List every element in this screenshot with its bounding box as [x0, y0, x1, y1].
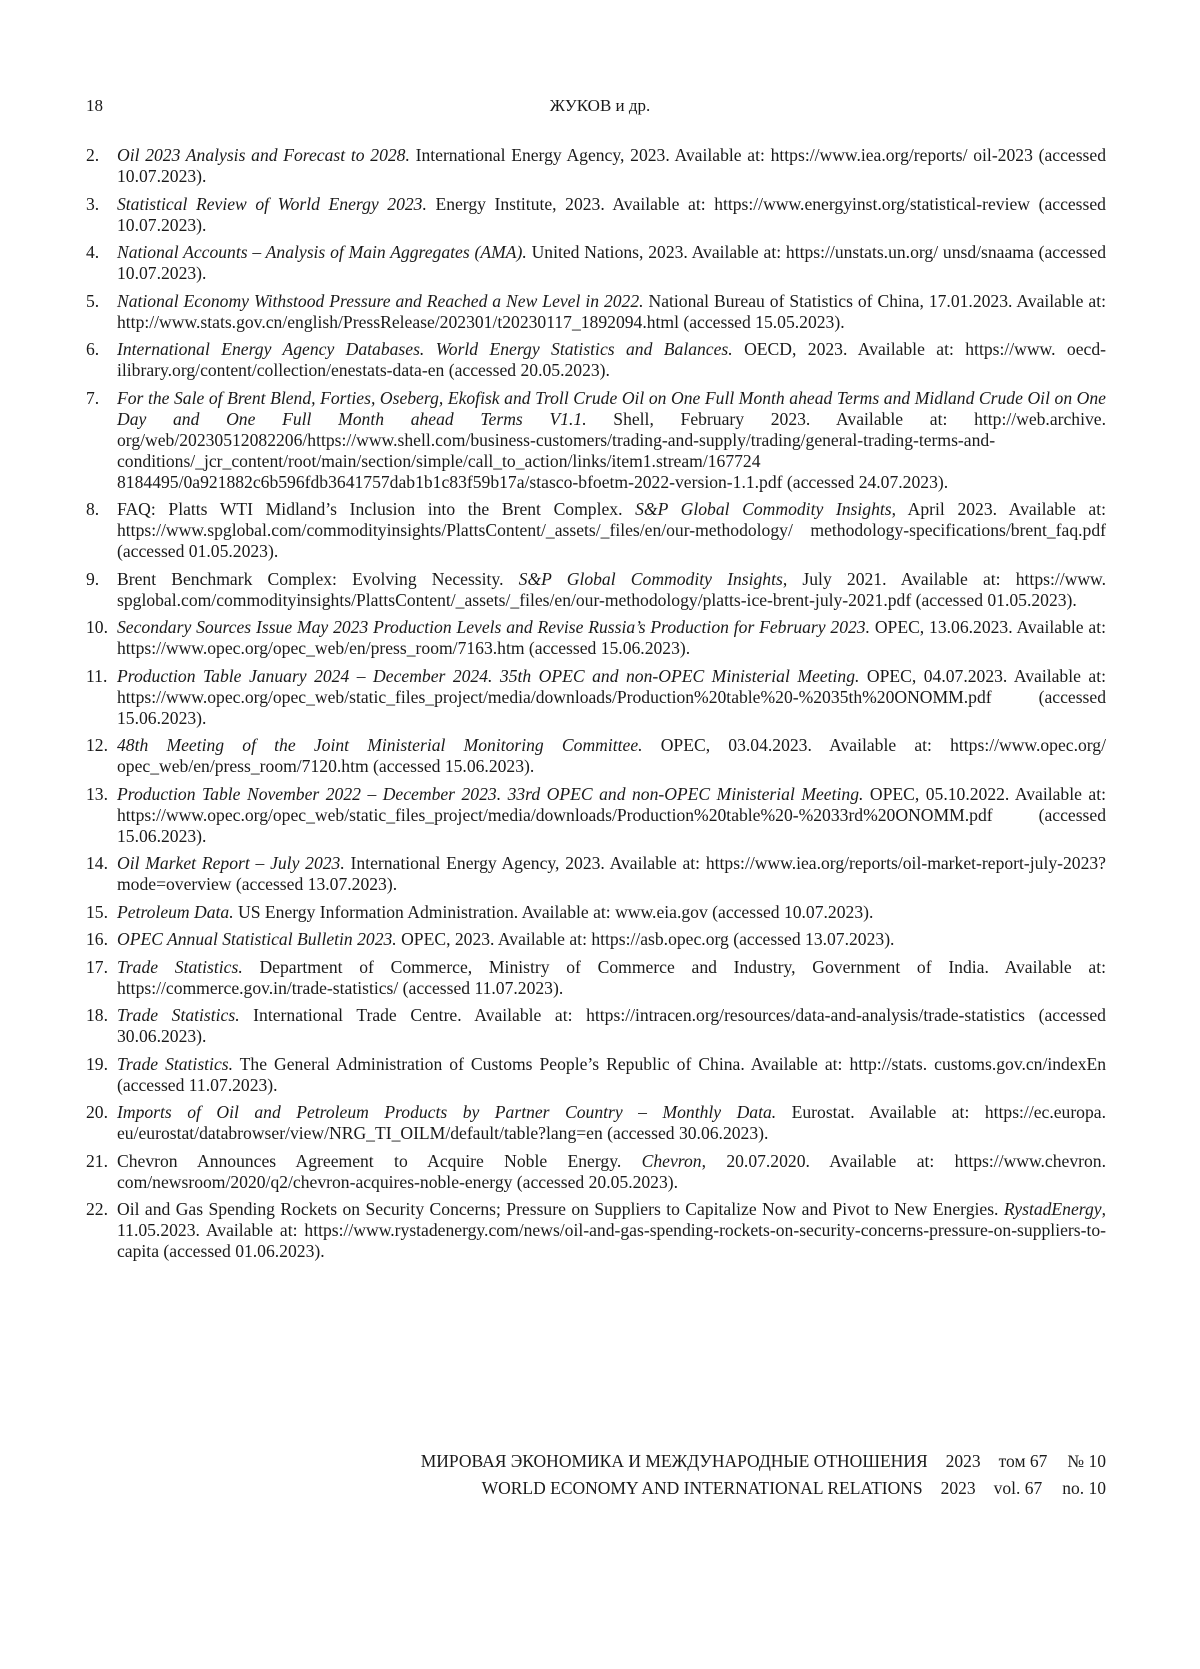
reference-list: [86, 145, 1106, 1269]
reference-item: [86, 569, 1106, 611]
reference-number: 9.: [86, 568, 100, 589]
reference-text-run: Oil and Gas Spending Rockets on Security Concerns; Pressure on Suppliers to Capitalize Now and Pivot to New Energies.: [117, 1199, 1004, 1219]
reference-item: [86, 784, 1106, 847]
reference-item: [86, 242, 1106, 284]
reference-item: [86, 853, 1106, 895]
reference-item: [86, 957, 1106, 999]
reference-text: [117, 194, 1106, 236]
reference-text-run: Shell, February 2023. Available at: http://web.archive. org/web/20230512082206/https://www.shell.com/business-customers/trading-and-supply/trading/general-trading-terms-and-conditions/_jcr_content/root/main/section/simple/call_to_action/links/item1.stream/167724 8184495/0a921882c6b596fdb3641757dab1b1c83f59b17a/stasco-bfoetm-2022-version-1.1.pdf (accessed 24.07.2023).: [117, 408, 1106, 492]
reference-number: 10.: [86, 617, 108, 637]
reference-number: 22.: [86, 1199, 108, 1219]
reference-item: [86, 1199, 1106, 1262]
reference-text-run: International Trade Centre. Available at: https://intracen.org/resources/data-and-analysis/trade-statistics (accessed 30.06.2023).: [117, 1005, 1106, 1046]
reference-number: 6.: [86, 339, 100, 359]
reference-text-run: Eurostat. Available at: https://ec.europa. eu/eurostat/databrowser/view/NRG_TI_OILM/default/table?lang=en (accessed 30.06.2023).: [117, 1102, 1106, 1143]
footer-journal-en: [482, 1478, 1106, 1499]
reference-text-run: , July 2021. Available at: https://www. spglobal.com/commodityinsights/PlattsContent/_assets/_files/en/our-methodology/platts-ice-brent-july-2021.pdf (accessed 01.05.2023).: [117, 568, 1106, 610]
reference-text: [117, 784, 1106, 847]
reference-item: [86, 388, 1106, 493]
footer-year-ru: 2023: [945, 1451, 981, 1471]
reference-number: 3.: [86, 193, 100, 214]
reference-item: [86, 145, 1106, 187]
reference-title-italic: 48th Meeting of the Joint Ministerial Monitoring Committee.: [117, 735, 643, 755]
reference-title-italic: National Economy Withstood Pressure and Reached a New Level in 2022.: [117, 290, 644, 311]
reference-text-run: OECD, 2023. Available at: https://www. oecd-ilibrary.org/content/collection/enestats-data-en (accessed 20.05.2023).: [117, 339, 1106, 380]
reference-text: [117, 145, 1106, 187]
reference-item: [86, 929, 1106, 950]
reference-number: 16.: [86, 929, 108, 949]
reference-text: [117, 929, 1106, 950]
reference-item: [86, 902, 1106, 923]
reference-number: 13.: [86, 783, 108, 804]
reference-number: 5.: [86, 290, 100, 311]
footer-issue-ru: № 10: [1067, 1451, 1106, 1471]
reference-item: [86, 499, 1106, 562]
reference-text: [117, 242, 1106, 284]
reference-title-italic: Production Table November 2022 – December 2023. 33rd OPEC and non-OPEC Ministerial Meeting.: [117, 783, 864, 804]
footer-journal-title-ru: МИРОВАЯ ЭКОНОМИКА И МЕЖДУНАРОДНЫЕ ОТНОШЕНИЯ: [420, 1451, 928, 1471]
reference-number: 8.: [86, 499, 100, 519]
reference-number: 21.: [86, 1150, 108, 1171]
reference-text: [117, 617, 1106, 659]
reference-text: [117, 291, 1106, 333]
reference-text: [117, 1199, 1106, 1262]
footer-year-en: 2023: [940, 1478, 976, 1498]
footer-journal-ru: [421, 1451, 1106, 1472]
reference-title-italic: Oil Market Report – July 2023.: [117, 853, 345, 873]
reference-number: 12.: [86, 735, 108, 755]
reference-number: 20.: [86, 1102, 108, 1122]
footer-issue-en: no. 10: [1062, 1478, 1106, 1498]
reference-number: 19.: [86, 1053, 108, 1074]
page-number: 18: [86, 96, 103, 115]
reference-title-italic: National Accounts – Analysis of Main Aggregates (AMA).: [117, 242, 527, 262]
reference-text-run: , April 2023. Available at: https://www.spglobal.com/commodityinsights/PlattsContent/_assets/_files/en/our-methodology/ methodology-specifications/brent_faq.pdf (accessed 01.05.2023).: [117, 499, 1106, 561]
reference-text-run: OPEC, 13.06.2023. Available at: https://www.opec.org/opec_web/en/press_room/7163.htm (accessed 15.06.2023).: [117, 617, 1106, 658]
reference-item: [86, 1102, 1106, 1144]
reference-number: 17.: [86, 956, 108, 977]
reference-item: [86, 666, 1106, 729]
reference-text: [117, 957, 1106, 999]
reference-item: [86, 1151, 1106, 1193]
reference-title-italic: S&P Global Commodity Insights: [635, 499, 892, 519]
reference-title-italic: Trade Statistics.: [117, 1053, 233, 1074]
reference-text-run: US Energy Information Administration. Available at: www.eia.gov (accessed 10.07.2023).: [233, 901, 874, 922]
reference-number: 11.: [86, 665, 108, 686]
reference-text-run: Department of Commerce, Ministry of Commerce and Industry, Government of India. Available at: https://commerce.gov.in/trade-statistics/ (accessed 11.07.2023).: [117, 956, 1107, 998]
reference-title-italic: International Energy Agency Databases. World Energy Statistics and Balances.: [117, 339, 733, 359]
reference-number: 15.: [86, 901, 108, 922]
reference-title-italic: S&P Global Commodity Insights: [518, 568, 783, 589]
running-head: ЖУКОВ и др.: [549, 96, 651, 115]
reference-text-run: FAQ: Platts WTI Midland’s Inclusion into the Brent Complex.: [117, 499, 636, 519]
reference-text: [117, 499, 1106, 562]
reference-number: 7.: [86, 387, 100, 408]
reference-item: [86, 339, 1106, 381]
reference-title-italic: Petroleum Data.: [117, 901, 234, 922]
reference-title-italic: Oil 2023 Analysis and Forecast to 2028.: [117, 145, 410, 165]
reference-item: [86, 1054, 1106, 1096]
reference-title-italic: Imports of Oil and Petroleum Products by Partner Country – Monthly Data.: [117, 1102, 777, 1122]
reference-item: [86, 1005, 1106, 1047]
reference-title-italic: Production Table January 2024 – December 2024. 35th OPEC and non-OPEC Ministerial Meeting.: [117, 665, 860, 686]
reference-text: [117, 1151, 1106, 1193]
reference-number: 14.: [86, 853, 108, 873]
reference-title-italic: Chevron: [641, 1150, 702, 1171]
reference-title-italic: Secondary Sources Issue May 2023 Production Levels and Revise Russia’s Production for February 2023.: [117, 617, 870, 637]
reference-text-run: OPEC, 04.07.2023. Available at: https://www.opec.org/opec_web/static_files_project/media/downloads/Production%20table%20-%2035th%20ONOMM.pdf (accessed 15.06.2023).: [117, 665, 1106, 728]
reference-text: [117, 1005, 1106, 1047]
reference-title-italic: RystadEnergy: [1003, 1199, 1102, 1219]
reference-item: [86, 617, 1106, 659]
reference-title-italic: For the Sale of Brent Blend, Forties, Oseberg, Ekofisk and Troll Crude Oil on One Full Month ahead Terms and Midland Crude Oil on One Day and One Full Month ahead Terms V1.1.: [117, 387, 1106, 429]
reference-title-italic: OPEC Annual Statistical Bulletin 2023.: [117, 929, 397, 949]
reference-text-run: International Energy Agency, 2023. Available at: https://www.iea.org/reports/ oil-2023 (accessed 10.07.2023).: [117, 145, 1106, 186]
reference-number: 2.: [86, 145, 100, 165]
reference-text-run: Energy Institute, 2023. Available at: https://www.energyinst.org/statistical-review (accessed 10.07.2023).: [117, 193, 1106, 235]
reference-text: [117, 569, 1106, 611]
reference-title-italic: Trade Statistics.: [117, 956, 243, 977]
reference-text-run: Brent Benchmark Complex: Evolving Necessity.: [117, 568, 519, 589]
reference-text-run: International Energy Agency, 2023. Available at: https://www.iea.org/reports/oil-market-report-july-2023?mode=overview (accessed 13.07.2023).: [117, 853, 1106, 894]
reference-text-run: Chevron Announces Agreement to Acquire Noble Energy.: [117, 1150, 642, 1171]
reference-text: [117, 666, 1106, 729]
reference-text-run: , 11.05.2023. Available at: https://www.rystadenergy.com/news/oil-and-gas-spending-rockets-on-security-concerns-pressure-on-suppliers-to-capita (accessed 01.06.2023).: [117, 1199, 1106, 1261]
reference-text: [117, 339, 1106, 381]
reference-number: 4.: [86, 242, 100, 262]
reference-number: 18.: [86, 1005, 108, 1025]
reference-item: [86, 735, 1106, 777]
reference-item: [86, 194, 1106, 236]
reference-text: [117, 735, 1106, 777]
reference-text-run: OPEC, 05.10.2022. Available at: https://www.opec.org/opec_web/static_files_project/media/downloads/Production%20table%20-%2033rd%20ONOMM.pdf (accessed 15.06.2023).: [117, 783, 1107, 846]
reference-text-run: , 20.07.2020. Available at: https://www.chevron. com/newsroom/2020/q2/chevron-acquires-noble-energy (accessed 20.05.2023).: [117, 1150, 1106, 1192]
reference-text: [117, 1054, 1106, 1096]
reference-item: [86, 291, 1106, 333]
reference-text: [117, 388, 1106, 493]
reference-text: [117, 902, 1106, 923]
reference-text-run: United Nations, 2023. Available at: https://unstats.un.org/ unsd/snaama (accessed 10.07.2023).: [117, 242, 1106, 283]
reference-text-run: National Bureau of Statistics of China, 17.01.2023. Available at: http://www.stats.gov.cn/english/PressRelease/202301/t20230117_1892094.html (accessed 15.05.2023).: [117, 290, 1106, 332]
reference-text-run: OPEC, 03.04.2023. Available at: https://www.opec.org/ opec_web/en/press_room/7120.htm (accessed 15.06.2023).: [117, 735, 1106, 776]
reference-text-run: The General Administration of Customs People’s Republic of China. Available at: http://stats. customs.gov.cn/indexEn (accessed 11.07.2023).: [117, 1053, 1106, 1095]
reference-text: [117, 1102, 1106, 1144]
footer-journal-title-en: WORLD ECONOMY AND INTERNATIONAL RELATIONS: [481, 1478, 923, 1498]
reference-text: [117, 853, 1106, 895]
footer-volume-ru: том 67: [998, 1451, 1048, 1471]
reference-title-italic: Trade Statistics.: [117, 1005, 240, 1025]
footer-volume-en: vol. 67: [993, 1478, 1043, 1498]
reference-text-run: OPEC, 2023. Available at: https://asb.opec.org (accessed 13.07.2023).: [396, 929, 895, 949]
reference-title-italic: Statistical Review of World Energy 2023.: [117, 193, 427, 214]
